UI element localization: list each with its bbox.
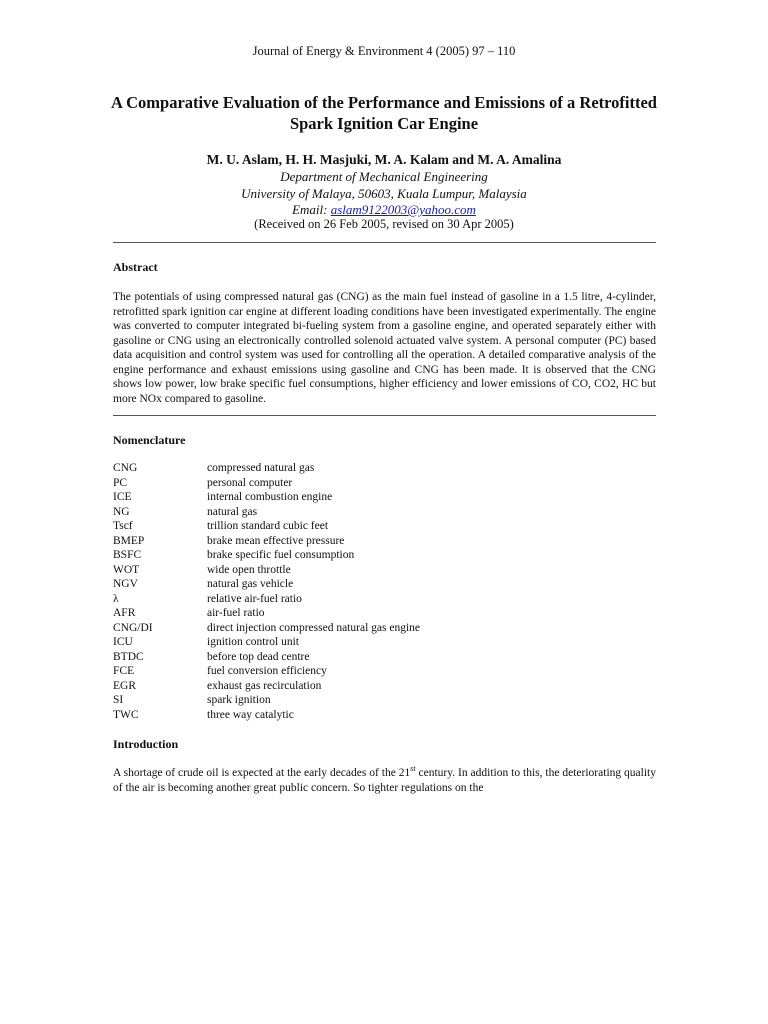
nomenclature-definition: three way catalytic — [207, 708, 294, 721]
abstract-text: The potentials of using compressed natural gas (CNG) as the main fuel instead of gasoline in a 1.5 litre, 4-cylinder, retrofitted spark ignition car engine at different loading conditions have been investigated experimentally. The engine was converted to computer integrated bi-fueling system from a gasoline engine, and operated separately either with gasoline or CNG using an electronically controlled solenoid actuated valve system. A personal computer (PC) based data acquisition and control system was used for controlling all the operation. A detailed comparative analysis of the engine performance and exhaust emissions using gasoline and CNG has been made. It is observed that the CNG shows low power, low brake specific fuel consumptions, higher efficiency and lower emissions of CO, CO2, HC but more NOx compared to gasoline. — [113, 291, 656, 405]
nomenclature-row — [113, 577, 656, 592]
nomenclature-abbr: WOT — [113, 563, 140, 576]
nomenclature-row — [113, 548, 656, 563]
department: Department of Mechanical Engineering — [280, 169, 488, 184]
nomenclature-row — [113, 650, 656, 665]
nomenclature-definition: natural gas vehicle — [207, 578, 294, 590]
intro-text-rest: century. In addition to this, the deteriorating quality of the air is becoming another great public concern. So tighter regulations on the — [113, 767, 656, 794]
author-list: M. U. Aslam, H. H. Masjuki, M. A. Kalam and M. A. Amalina — [206, 152, 562, 167]
nomenclature-abbr: BTDC — [113, 650, 144, 663]
nomenclature-definition: trillion standard cubic feet — [207, 520, 329, 532]
journal-header: Journal of Energy & Environment 4 (2005) 97 – 110 — [252, 44, 516, 58]
nomenclature-heading: Nomenclature — [113, 433, 186, 447]
nomenclature-row — [113, 519, 656, 534]
nomenclature-abbr: FCE — [113, 665, 135, 677]
nomenclature-definition: ignition control unit — [207, 636, 299, 648]
nomenclature-definition: brake specific fuel consumption — [207, 549, 355, 561]
nomenclature-abbr: SI — [113, 694, 124, 706]
nomenclature-definition: air-fuel ratio — [207, 607, 265, 619]
nomenclature-row — [113, 534, 656, 549]
nomenclature-list — [113, 461, 656, 722]
nomenclature-abbr: BMEP — [113, 534, 145, 547]
nomenclature-row — [113, 693, 656, 708]
email-label: Email: — [292, 202, 331, 217]
university: University of Malaya, 50603, Kuala Lumpur, Malaysia — [241, 186, 527, 201]
received-dates: (Received on 26 Feb 2005, revised on 30 Apr 2005) — [254, 217, 514, 231]
nomenclature-definition: spark ignition — [207, 694, 271, 706]
nomenclature-abbr: ICU — [113, 636, 133, 648]
nomenclature-row — [113, 708, 656, 723]
nomenclature-abbr: Tscf — [113, 520, 133, 532]
nomenclature-definition: relative air-fuel ratio — [207, 592, 302, 605]
nomenclature-definition: natural gas — [207, 505, 258, 518]
nomenclature-row — [113, 505, 656, 520]
divider-top — [113, 242, 656, 243]
nomenclature-abbr: EGR — [113, 679, 136, 692]
nomenclature-definition: personal computer — [207, 476, 293, 489]
divider-bottom — [113, 415, 656, 416]
intro-text-start: A shortage of crude oil is expected at the early decades of the 21 — [113, 767, 411, 779]
nomenclature-row — [113, 476, 656, 491]
nomenclature-definition: before top dead centre — [207, 650, 310, 663]
nomenclature-row — [113, 606, 656, 621]
nomenclature-abbr: NGV — [113, 578, 138, 590]
nomenclature-abbr: CNG/DI — [113, 621, 153, 634]
nomenclature-abbr: TWC — [113, 708, 139, 721]
nomenclature-row — [113, 664, 656, 679]
nomenclature-definition: exhaust gas recirculation — [207, 679, 322, 692]
nomenclature-row — [113, 679, 656, 694]
nomenclature-definition: brake mean effective pressure — [207, 534, 345, 547]
nomenclature-abbr: PC — [113, 476, 128, 489]
nomenclature-row — [113, 592, 656, 607]
nomenclature-row — [113, 490, 656, 505]
nomenclature-abbr: AFR — [113, 607, 136, 619]
nomenclature-abbr: λ — [113, 592, 119, 605]
nomenclature-definition: wide open throttle — [207, 563, 291, 576]
nomenclature-abbr: NG — [113, 505, 130, 518]
abstract-heading: Abstract — [113, 260, 158, 274]
nomenclature-abbr: CNG — [113, 462, 138, 474]
nomenclature-definition: internal combustion engine — [207, 491, 333, 503]
nomenclature-row — [113, 621, 656, 636]
introduction-text — [113, 766, 656, 795]
nomenclature-row — [113, 461, 656, 476]
email-link[interactable]: aslam9122003@yahoo.com — [330, 202, 476, 217]
paper-title: A Comparative Evaluation of the Performance and Emissions of a Retrofitted Spark Ignition Car Engine — [111, 93, 657, 133]
email-line — [0, 202, 768, 218]
nomenclature-definition: compressed natural gas — [207, 462, 315, 474]
nomenclature-row — [113, 563, 656, 578]
introduction-heading: Introduction — [113, 737, 179, 751]
nomenclature-abbr: ICE — [113, 491, 132, 503]
nomenclature-abbr: BSFC — [113, 549, 142, 561]
nomenclature-definition: direct injection compressed natural gas engine — [207, 621, 420, 634]
ordinal-suffix: st — [410, 764, 416, 774]
nomenclature-definition: fuel conversion efficiency — [207, 665, 327, 677]
nomenclature-row — [113, 635, 656, 650]
